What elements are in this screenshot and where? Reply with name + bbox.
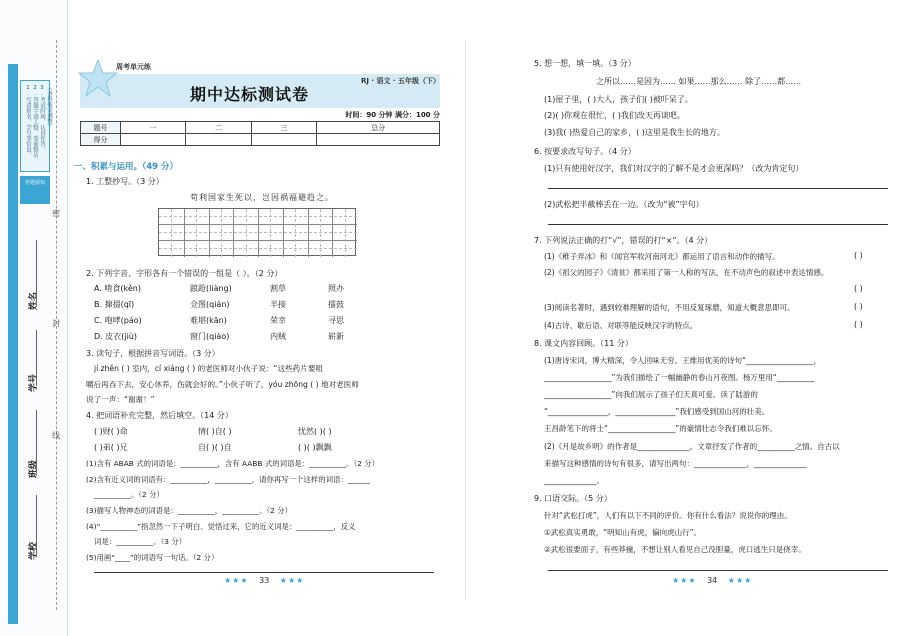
q9-opinion-2: ②武松很要面子，有些莽撞，不想让别人看见自己没胆量，虎口逃生只是侥幸。: [544, 545, 806, 554]
answer-line[interactable]: [548, 188, 888, 189]
q6-sub-2: (2)武松把半截棒丢在一边。（改为“被”字句）: [544, 200, 704, 209]
q7-sub-2: (2)《祖父的园子》《清贫》都采用了第一人称的写法，在不动声色的叙述中表达情感。: [544, 268, 829, 277]
q4-sub-2b: __________。（2 分）: [94, 490, 164, 499]
q8-line-7: 来描写这种感情的诗句有很多，请写出两句：______________，______________: [544, 459, 807, 468]
q4-sub-3: (3)描写人物神态的词语是：__________，__________。（2 分）: [86, 506, 292, 515]
q2-option-b-1: B. 撺掇(qī): [94, 300, 135, 309]
star-icon: [78, 58, 118, 98]
answer-line[interactable]: [94, 572, 434, 573]
question-9: 9. 口语交际。（5 分）: [534, 494, 612, 503]
question-8: 8. 课文内容回顾。（11 分）: [534, 339, 633, 348]
notice-col-1: 1.写清姓名、学号等信息。: [25, 85, 31, 158]
name-field-label: 姓名: [29, 291, 39, 310]
q9-opinion-1: ①武松真实勇敢，“明知山有虎，偏向虎山行”。: [544, 528, 701, 537]
page-number: 33: [259, 576, 270, 585]
school-line[interactable]: [36, 495, 37, 555]
strip-blue-bar: [8, 64, 18, 624]
q2-option-c-1: C. 咆哮(páo): [94, 316, 142, 325]
section-heading: 一、积累与运用。（49 分）: [74, 162, 179, 172]
score-cell: 一: [121, 122, 186, 134]
score-table-header-row: [81, 122, 440, 134]
q8-line-5: 王昌龄笔下的将士“__________________”的豪情壮志令我们难以忘怀。: [544, 424, 777, 433]
cut-mark-xian: 线: [52, 431, 60, 440]
q2-option-a-3: 割草: [270, 284, 286, 293]
score-input-cell[interactable]: [121, 134, 186, 146]
question-5: 5. 想一想，填一填。（3 分）: [534, 59, 636, 68]
number-field-label: 学号: [29, 373, 39, 392]
grid-cell-divider: [196, 209, 197, 257]
subject-label: RJ · 语文 · 五年级（下）: [360, 77, 440, 85]
page-divider: [465, 40, 466, 600]
grid-cell-divider: [283, 209, 284, 257]
grid-cell-divider: [246, 209, 247, 257]
page-footer-right: ★★★ 34 ★★★: [672, 576, 753, 585]
q4-sub-2: (2)含有近义词的词语有：__________，__________，请你再写一个这样的词语：______: [86, 475, 370, 484]
grid-cell-divider: [221, 209, 222, 257]
q2-option-b-2: 佥图(qián): [190, 300, 230, 309]
q7-sub-1: (1)《稚子弄冰》和《闻官军收河南河北》都运用了语言和动作的描写。: [544, 252, 780, 261]
q4-word-2: 情( )自( ): [198, 427, 232, 436]
q6-sub-1: (1)只有使用好汉字，我们对汉字的了解不是才会更深吗？（改为肯定句）: [544, 164, 804, 173]
q2-option-b-3: 半接: [270, 300, 286, 309]
q4-word-1: ( )财( )命: [94, 427, 128, 436]
q4-word-4: ( )弟( )兄: [94, 443, 128, 452]
q2-option-a-2: 踉跄(liàng): [190, 284, 232, 293]
score-cell: 得分: [81, 134, 121, 146]
answer-line[interactable]: [548, 224, 888, 225]
q4-word-5: 自( )( )自: [198, 443, 232, 452]
notice-col-4: （各科按需调整）: [46, 85, 52, 129]
series-label: 周考单元练: [116, 63, 151, 71]
score-input-cell[interactable]: [317, 134, 440, 146]
q8-line-3: __________________”向我们展示了孩子们天真可爱。读了陆游的: [544, 390, 758, 399]
q8-line-1: (1)唐诗宋词，博大精深，令人回味无穷。王维用优美的诗句“__________________，: [544, 356, 822, 365]
q5-sub-2: (2)( )你观在很忙，( )我们改天再谈吧。: [544, 111, 685, 120]
q2-option-b-4: 擂鼓: [328, 300, 344, 309]
notice-box: [20, 80, 50, 172]
q8-line-4: “________________，________________”我们感受到国山河的壮美。: [544, 407, 770, 416]
question-6: 6. 按要求改写句子。（4 分）: [534, 147, 636, 156]
answer-paren[interactable]: ( ): [854, 302, 863, 311]
q5-sub-1: (1)屋子里，( )大人，孩子们( )被吓呆了。: [544, 95, 693, 104]
notice-tag: 答题须知: [20, 176, 50, 204]
score-cell: 三: [251, 122, 316, 134]
q4-word-6: ( )( )飘飘: [298, 443, 332, 452]
number-line[interactable]: [36, 330, 37, 386]
q2-option-d-1: D. 皮衣(jiù): [94, 332, 138, 341]
q4-sub-5: (5)用画“____”的词语写一句话。（2 分）: [86, 553, 219, 562]
school-field-label: 学校: [29, 541, 39, 560]
left-page: [72, 0, 450, 636]
q5-sub-3: (3)我( )热爱自己的家乡，( )这里是我生长的地方。: [544, 128, 725, 137]
grid-cell-divider: [295, 209, 296, 257]
q4-sub-4: (4)“__________”指忽然一下子明白、觉悟过来，它的近义词是：__________，反义: [86, 522, 356, 531]
q5-options: 之所以……是因为…… 如果……那么…… 除了……都……: [596, 77, 802, 86]
q4-sub-1: (1)含有 ABAB 式的词语是：__________，含有 AABB 式的词语是：__________。（2 分）: [86, 459, 380, 468]
question-7: 7. 下列说法正确的打“√”，错误的打“×”。（4 分）: [534, 236, 713, 245]
binding-strip: [0, 0, 68, 636]
page-footer-left: ★★★ 33 ★★★: [224, 576, 305, 585]
notice-col-3: 3.考试时间，认真作答。: [39, 85, 45, 152]
q3-line-1: jí zhěn ( ) 室内，cí xiáng ( ) 的老医师对小伙子说：“这些药片要咀: [94, 364, 324, 373]
q2-option-c-4: 寻思: [328, 316, 344, 325]
time-score: 时间：90 分钟 满分：100 分: [345, 111, 440, 119]
grid-cell-divider: [258, 209, 259, 257]
grid-cell-divider: [345, 209, 346, 257]
score-input-cell[interactable]: [251, 134, 316, 146]
question-4: 4. 把词语补充完整，然后填空。（14 分）: [86, 411, 233, 420]
cut-mark-mi: 密: [52, 209, 60, 218]
q3-line-3: 说了一声：“谢谢！”: [86, 395, 155, 404]
q8-line-6: (2)《月是故乡明》的作者是______________。文章抒发了作者的__________之情。自古以: [544, 442, 840, 451]
name-line[interactable]: [36, 240, 37, 302]
score-table-score-row: [81, 134, 440, 146]
q3-line-2: 嚼后再吞下去，安心休养，伤就会好的。”小伙子听了，yóu zhōng ( ) 地对老医师: [86, 380, 359, 389]
q2-option-a-1: A. 啃食(kěn): [94, 284, 141, 293]
q2-option-d-4: 崭新: [328, 332, 344, 341]
q2-option-d-2: 窗门(qiào): [190, 332, 230, 341]
answer-paren[interactable]: ( ): [854, 284, 863, 293]
q8-line-2: __________________”为我们描绘了一幅幽静的春山月夜图。杨万里用“__________: [544, 373, 815, 382]
grid-cell-divider: [233, 209, 234, 257]
class-field-label: 班级: [29, 459, 39, 478]
q4-word-3: 忧然( )( ): [298, 427, 332, 436]
class-line[interactable]: [36, 410, 37, 472]
q4-sub-4b: 词是：__________。（3 分）: [94, 537, 187, 546]
score-cell: 总分: [317, 122, 440, 134]
q9-intro: 针对“武松打虎”，人们有以下不同的评价。你有什么看法？说说你的理由。: [544, 511, 792, 520]
score-input-cell[interactable]: [186, 134, 251, 146]
score-cell: 二: [186, 122, 251, 134]
question-1: 1. 工整抄写。（3 分）: [86, 177, 164, 186]
grid-cell-divider: [184, 209, 185, 257]
question-3: 3. 读句子，根据拼音写词语。（3 分）: [86, 349, 220, 358]
question-2: 2. 下列字音、字形各有一个错误的一组是（ ）。（2 分）: [86, 269, 283, 278]
exam-title: 期中达标测试卷: [190, 85, 310, 104]
grid-cell-divider: [320, 209, 321, 257]
score-cell: 题号: [81, 122, 121, 134]
cut-mark-feng: 封: [52, 319, 60, 328]
q2-option-c-3: 荣幸: [270, 316, 286, 325]
answer-line[interactable]: [548, 570, 888, 571]
grid-cell-divider: [332, 209, 333, 257]
answer-paren[interactable]: ( ): [854, 251, 863, 260]
copy-text: 苟利国家生死以，岂因祸福避趋之。: [190, 193, 334, 202]
grid-cell-divider: [171, 209, 172, 257]
q2-option-d-3: 内贼: [270, 332, 286, 341]
q2-option-a-4: 照办: [328, 284, 344, 293]
q2-option-c-2: 难堪(kān): [190, 316, 227, 325]
q7-sub-4: (4)古诗、歇后语、对联等能反映汉字的特点。: [544, 321, 698, 330]
q7-sub-3: (3)阅读名著时，遇到较难理解的语句，不用反复琢磨，知道大概意思即可。: [544, 303, 795, 312]
grid-cell-divider: [209, 209, 210, 257]
grid-cell-divider: [270, 209, 271, 257]
page-number: 34: [707, 576, 718, 585]
score-table: [80, 121, 440, 146]
q8-line-8: ______________。: [544, 476, 604, 485]
grid-cell-divider: [308, 209, 309, 257]
notice-col-2: 2.答题字迹工整，卷面整洁。: [32, 85, 38, 163]
answer-paren[interactable]: ( ): [854, 320, 863, 329]
writing-grid[interactable]: [158, 208, 356, 256]
right-page: [526, 0, 896, 636]
